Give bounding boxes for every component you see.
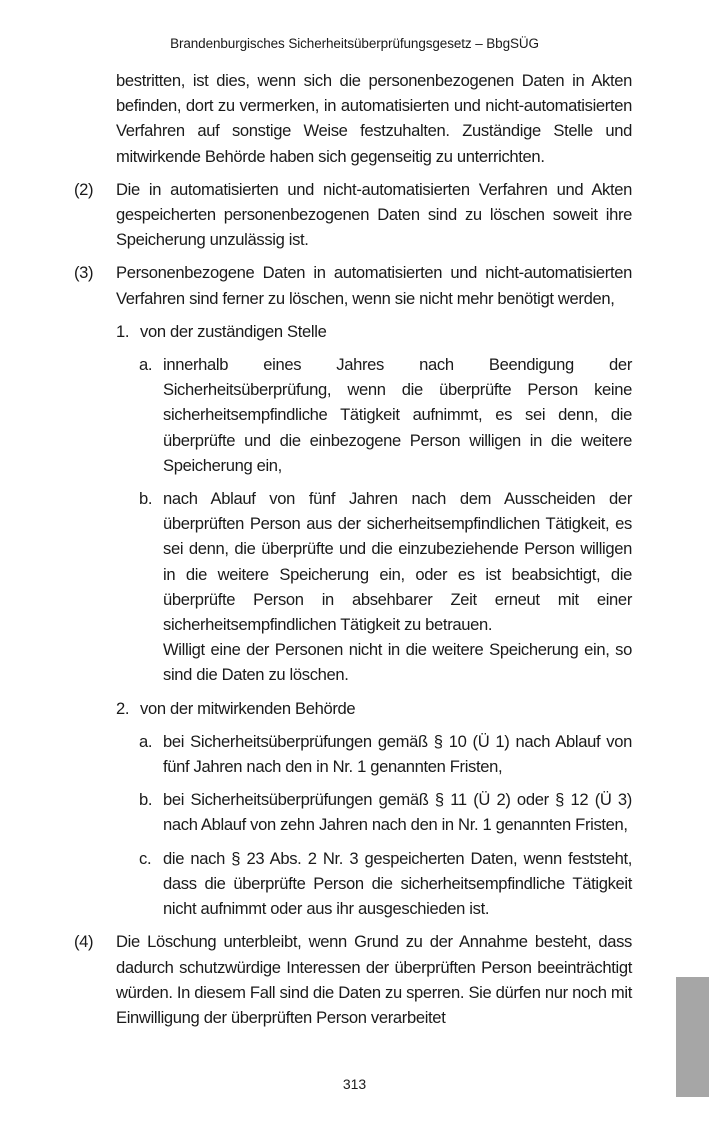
sub-item-2a [116,729,632,779]
sub-item-text: die nach § 23 Abs. 2 Nr. 3 gespeicherten Daten, wenn feststeht, dass die überprüfte Person die sicherheitsempfindliche Tätigkeit nicht aufnimmt oder aus ihr ausgeschieden ist. [163,848,632,919]
sub-item-label: b. [139,790,153,810]
list-number: 2. [116,698,130,718]
paragraph-3 [74,260,632,310]
list-item-text: von der zuständigen Stelle [140,321,327,341]
paragraph-number: (2) [74,179,94,199]
sub-item-text: bei Sicherheitsüberprüfungen gemäß § 10 (Ü 1) nach Ablauf von fünf Jahren nach den in Nr. 1 genannten Fristen, [163,731,632,777]
paragraph-2 [74,177,632,253]
list-item-text: von der mitwirkenden Behörde [140,698,356,718]
sub-item-1a [116,352,632,478]
list-item-2 [116,696,632,721]
sub-item-2c [116,846,632,922]
page-number: 313 [342,1076,367,1092]
sub-item-label: b. [139,489,153,509]
paragraph-4 [74,929,632,1030]
sub-item-2b [116,787,632,837]
thumb-index-tab [676,977,709,1097]
page-body [74,68,632,1030]
sub-item-label: a. [139,355,153,375]
sub-item-text: innerhalb eines Jahres nach Beendigung der Sicherheitsüberprüfung, wenn die überprüfte Person keine sicherheitsempfindliche Tätigkeit aufnimmt, es sei denn, die überprüfte und die einbezogene Person willigen in die weitere Speicherung ein, [163,355,632,475]
paragraph-text: Die Löschung unterbleibt, wenn Grund zu der Annahme besteht, dass dadurch schutzwürdige Interessen der überprüften Person beeinträchtigt würden. In diesem Fall sind die Daten zu sperren. Sie dürfen nur noch mit Einwilligung der überprüften Person verarbeitet [116,932,632,1027]
paragraph-number: (4) [74,932,94,952]
sub-item-label: c. [139,848,152,868]
running-header: Brandenburgisches Sicherheitsüberprüfungsgesetz – BbgSÜG [170,36,539,51]
sub-item-text: nach Ablauf von fünf Jahren nach dem Ausscheiden der überprüften Person aus der sicherheitsempfindlichen Tätigkeit, es sei denn, die überprüfte und die einzubeziehende Person willigen in die weitere Speicherung ein, oder es ist beabsichtigt, die überprüfte Person in absehbarer Zeit erneut mit einer sicherheitsempfindlichen Tätigkeit zu betrauen. [163,489,632,635]
sub-item-note: Willigt eine der Personen nicht in die weitere Speicherung ein, so sind die Daten zu löschen. [163,640,632,685]
continued-paragraph: bestritten, ist dies, wenn sich die personenbezogenen Daten in Akten befinden, dort zu vermerken, in automatisierten und nicht-automatisierten Verfahren auf sonstige Weise festzuhalten. Zuständige Stelle und mitwirkende Behörde haben sich gegenseitig zu unterrichten. [116,71,632,166]
paragraph-number: (3) [74,263,94,283]
list-item-1 [116,319,632,344]
sub-item-text: bei Sicherheitsüberprüfungen gemäß § 11 (Ü 2) oder § 12 (Ü 3) nach Ablauf von zehn Jahren nach den in Nr. 1 genannten Fristen, [163,790,632,835]
sub-item-label: a. [139,731,153,751]
paragraph-text: Personenbezogene Daten in automatisierten und nicht-automatisierten Verfahren sind ferner zu löschen, wenn sie nicht mehr benötigt werden, [116,263,632,308]
paragraph-text: Die in automatisierten und nicht-automatisierten Verfahren und Akten gespeicherten personenbezogenen Daten sind zu löschen soweit ihre Speicherung unzulässig ist. [116,179,632,250]
list-number: 1. [116,321,130,341]
sub-item-1b [116,486,632,637]
